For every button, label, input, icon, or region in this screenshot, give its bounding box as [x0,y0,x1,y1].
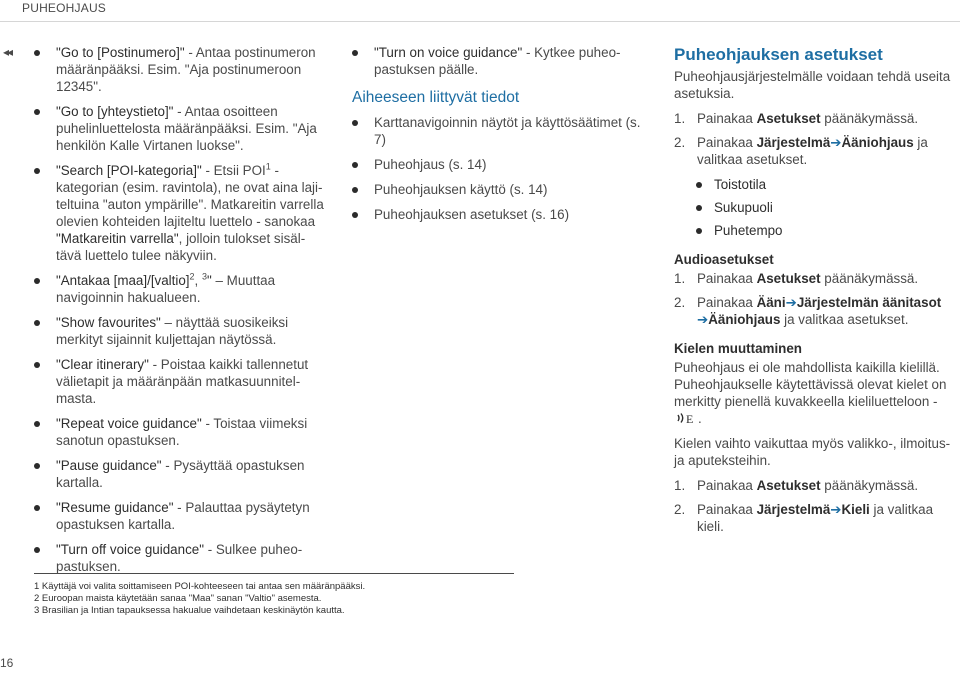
bullet-icon [34,505,40,511]
related-info-heading: Aiheeseen liittyvät tiedot [352,89,520,106]
page-number: 16 [0,656,14,670]
related-link[interactable]: Puheohjauksen asetukset (s. 16) [352,206,642,223]
list-item: "Repeat voice guidance" - Toistaa viimeksi sanotun opastuksen. [34,415,324,449]
svg-text:E: E [686,412,694,425]
step-item: 2. Painakaa Järjestelmä➔Ääniohjaus ja valitkaa asetukset. [674,135,928,167]
list-item: Toistotila [696,176,956,193]
bullet-icon [34,320,40,326]
column-1 [34,44,324,583]
footnote: 3 Brasilian ja Intian tapauksessa hakualue vaihdetaan keskinäytön kautta. [34,605,345,616]
bullet-icon [34,109,40,115]
bullet-icon [34,50,40,56]
list-item: Sukupuoli [696,199,956,216]
list-item: "Antakaa [maa]/[valtio]$^2$, $^3$" – Muuttaa navigoinnin hakualueen. [34,272,324,306]
related-link[interactable]: Karttanavigoinnin näytöt ja käyttösäätimet (s. 7) [352,114,642,148]
list-item: Puhetempo [696,222,956,239]
arrow-right-icon: ➔ [697,312,709,327]
column-3 [674,44,956,542]
bullet-icon [352,187,358,193]
step-item: 2. Painakaa Järjestelmä➔Kieli ja valitkaa kieli. [674,502,934,534]
list-item: "Search [POI-kategoria]" - Etsii POI$^1$ - kategorian (esim. ravintola), ne ovat aina lajiteltuina "auton ympärille". Matkareitin varrella olevien kohteiden lajiteltu luettelo - sanokaa "Matkareitin varrella", jolloin tulokset sisältävä luettelo tulee näkyviin. [34,162,324,264]
step-item: 2. Painakaa Ääni➔Järjestelmän äänitasot ➔Ääniohjaus ja valitkaa asetukset. [674,295,942,327]
list-item: "Clear itinerary" - Poistaa kaikki tallennetut välietapit ja määränpään matkasuunnitelmasta. [34,356,324,407]
arrow-right-icon: ➔ [830,502,842,517]
arrow-right-icon: ➔ [830,135,842,150]
bullet-icon [696,205,702,211]
language-change-heading: Kielen muuttaminen [674,341,802,356]
step-item: 1. Painakaa Asetukset päänäkymässä. [674,478,919,493]
footnotes [34,573,514,617]
step-item: 1. Painakaa Asetukset päänäkymässä. [674,271,919,286]
bullet-icon [352,120,358,126]
list-item: "Pause guidance" - Pysäyttää opastuksen kartalla. [34,457,324,491]
list-item: "Show favourites" – näyttää suosikeiksi merkityt sijainnit kuljettajan näytössä. [34,314,324,348]
list-item: "Turn off voice guidance" - Sulkee puheopastuksen. [34,541,324,575]
list-item: "Turn on voice guidance" - Kytkee puheopastuksen päälle. [352,44,642,78]
page-header-title: PUHEOHJAUS [22,1,107,15]
list-item: "Go to [Postinumero]" - Antaa postinumeron määränpääksi. Esim. "Aja postinumeroon 12345". [34,44,324,95]
footnote: 1 Käyttäjä voi valita soittamiseen POI-kohteeseen tai antaa sen määränpääksi. [34,581,366,592]
bullet-icon [352,212,358,218]
section-intro: Puheohjausjärjestelmälle voidaan tehdä useita asetuksia. [674,69,951,101]
list-item: "Resume guidance" - Palauttaa pysäytetyn opastuksen kartalla. [34,499,324,533]
bullet-icon [352,162,358,168]
bullet-icon [34,278,40,284]
speech-language-icon [676,411,696,425]
column-2 [352,44,642,231]
list-item: "Go to [yhteystieto]" - Antaa osoitteen puhelinluettelosta määränpääksi. Esim. "Aja henkilön Kalle Virtanen luokse". [34,103,324,154]
bullet-icon [696,228,702,234]
bullet-icon [34,168,40,174]
step-item: 1. Painakaa Asetukset päänäkymässä. [674,111,919,126]
bullet-icon [34,547,40,553]
language-paragraph-2: Kielen vaihto vaikuttaa myös valikko-, ilmoitus- ja aputeksteihin. [674,436,951,468]
audio-settings-heading: Audioasetukset [674,252,774,267]
related-link[interactable]: Puheohjaus (s. 14) [352,156,642,173]
header-bar [0,0,960,22]
footnote: 2 Euroopan maista käytetään sanaa "Maa" sanan "Valtio" asemesta. [34,593,322,604]
voice-option-list [696,176,956,239]
bullet-icon [34,362,40,368]
bullet-icon [34,463,40,469]
steps-voice-settings [674,110,956,168]
bullet-icon [696,182,702,188]
steps-language [674,477,956,535]
back-arrows-icon[interactable]: ◂◂ [3,45,12,59]
related-link[interactable]: Puheohjauksen käyttö (s. 14) [352,181,642,198]
bullet-icon [352,50,358,56]
steps-audio-settings [674,270,956,328]
arrow-right-icon: ➔ [785,295,797,310]
section-heading: Puheohjauksen asetukset [674,45,883,64]
bullet-icon [34,421,40,427]
language-paragraph: Puheohjaus ei ole mahdollista kaikilla kielillä. Puheohjaukselle käytettävissä olevat kielet on merkitty pienellä kuvakkeella kieliluetteloon - E . [674,360,947,426]
